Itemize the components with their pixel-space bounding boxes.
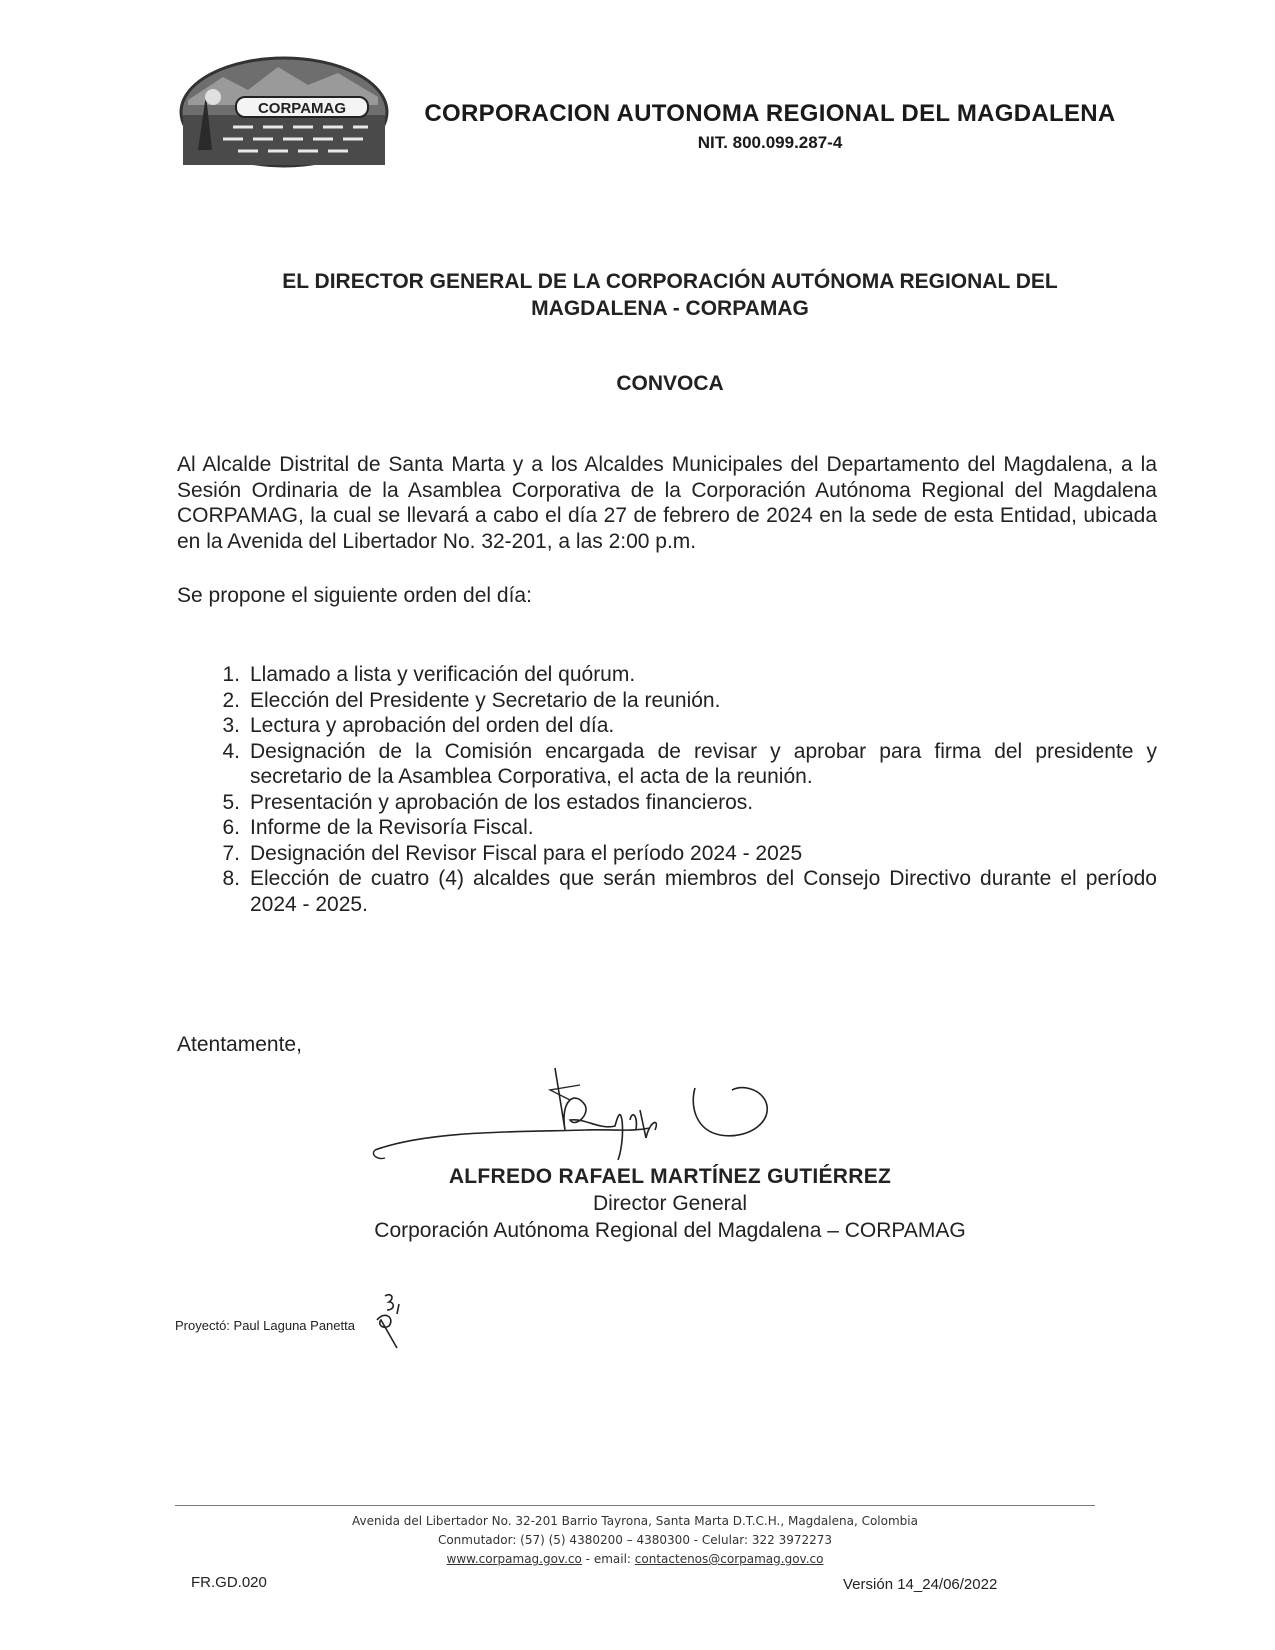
logo-text: CORPAMAG bbox=[257, 100, 347, 117]
document-version: Versión 14_24/06/2022 bbox=[843, 1576, 998, 1593]
agenda-item bbox=[200, 739, 1157, 790]
signer-block bbox=[250, 1163, 1090, 1244]
initials-signature bbox=[375, 1290, 415, 1350]
form-code: FR.GD.020 bbox=[191, 1574, 267, 1591]
agenda-number: 5. bbox=[222, 790, 240, 814]
signer-organization: Corporación Autónoma Regional del Magdalena – CORPAMAG bbox=[374, 1219, 966, 1242]
org-nit: NIT. 800.099.287-4 bbox=[697, 133, 843, 152]
project-note: Proyectó: Paul Laguna Panetta bbox=[175, 1318, 355, 1333]
signer-title: Director General bbox=[592, 1192, 748, 1215]
email-link[interactable]: contactenos@corpamag.gov.co bbox=[634, 1552, 824, 1566]
footer-links bbox=[175, 1550, 1095, 1569]
agenda-item bbox=[200, 688, 1157, 714]
convoca-title: CONVOCA bbox=[616, 372, 724, 395]
agenda-number: 1. bbox=[222, 663, 240, 686]
heading-line-2: MAGDALENA - CORPAMAG bbox=[531, 297, 809, 320]
director-signature bbox=[370, 1060, 830, 1175]
email-label: - email: bbox=[581, 1552, 635, 1566]
agenda-number: 8. bbox=[222, 867, 240, 890]
agenda-item bbox=[200, 790, 1157, 816]
agenda-item bbox=[200, 866, 1157, 917]
agenda-number: 2. bbox=[222, 688, 240, 712]
footer-phones: Conmutador: (57) (5) 4380200 – 4380300 - Celular: 322 3972273 bbox=[437, 1533, 833, 1547]
body-paragraph: Al Alcalde Distrital de Santa Marta y a los Alcaldes Municipales del Departamento del Magdalena, a la Sesión Ordinaria de la Asamblea Corporativa de la Corporación Autónoma Regional del Magdalena CORPAMAG, la cual se llevará a cabo el día 27 de febrero de 2024 en la sede de esta Entidad, ubicada en la Avenida del Libertador No. 32-201, a las 2:00 p.m. bbox=[177, 453, 1157, 553]
agenda-text: Presentación y aprobación de los estados financieros. bbox=[250, 790, 754, 814]
footer-address: Avenida del Libertador No. 32-201 Barrio Tayrona, Santa Marta D.T.C.H., Magdalena, Colombia bbox=[352, 1514, 918, 1528]
agenda-text: Designación de la Comisión encargada de revisar y aprobar para firma del presidente y secretario de la Asamblea Corporativa, el acta de la reunión. bbox=[250, 739, 1157, 788]
closing-salutation: Atentamente, bbox=[177, 1033, 302, 1056]
agenda-text: Llamado a lista y verificación del quórum. bbox=[250, 663, 636, 686]
agenda-item bbox=[200, 713, 1157, 739]
agenda-item bbox=[200, 662, 1157, 688]
footer-contact bbox=[175, 1512, 1095, 1569]
agenda-number: 7. bbox=[222, 841, 240, 865]
signer-name: ALFREDO RAFAEL MARTÍNEZ GUTIÉRREZ bbox=[448, 1165, 892, 1188]
agenda-number: 3. bbox=[222, 714, 240, 737]
agenda-number: 6. bbox=[222, 816, 240, 839]
agenda-list bbox=[200, 662, 1157, 917]
footer-divider bbox=[175, 1505, 1095, 1506]
document-heading bbox=[200, 268, 1140, 322]
agenda-intro: Se propone el siguiente orden del día: bbox=[177, 584, 532, 607]
agenda-text: Designación del Revisor Fiscal para el período 2024 - 2025 bbox=[250, 841, 803, 865]
website-link[interactable]: www.corpamag.gov.co bbox=[446, 1552, 582, 1566]
corpamag-logo bbox=[178, 55, 390, 170]
agenda-item bbox=[200, 815, 1157, 841]
agenda-number: 4. bbox=[222, 739, 240, 763]
heading-line-1: EL DIRECTOR GENERAL DE LA CORPORACIÓN AUTÓNOMA REGIONAL DEL bbox=[282, 270, 1058, 293]
agenda-text: Lectura y aprobación del orden del día. bbox=[250, 714, 615, 737]
agenda-text: Elección de cuatro (4) alcaldes que serán miembros del Consejo Directivo durante el período 2024 - 2025. bbox=[250, 867, 1157, 916]
org-name: CORPORACION AUTONOMA REGIONAL DEL MAGDALENA bbox=[424, 100, 1116, 127]
agenda-item bbox=[200, 841, 1157, 867]
agenda-text: Informe de la Revisoría Fiscal. bbox=[250, 816, 534, 839]
agenda-text: Elección del Presidente y Secretario de la reunión. bbox=[250, 688, 721, 712]
